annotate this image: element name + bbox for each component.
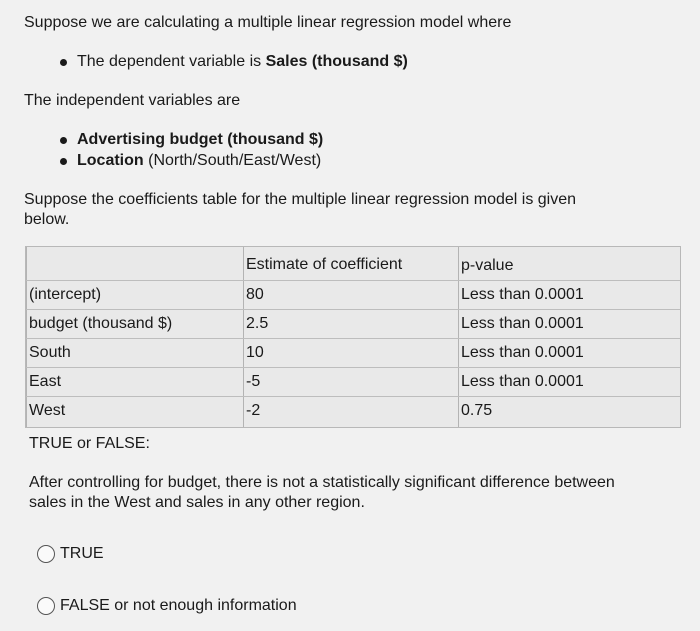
table-cell-pvalue: Less than 0.0001 [461,373,584,390]
independent-item [77,151,321,171]
option-label[interactable]: TRUE [60,545,104,562]
table-cell-pvalue: Less than 0.0001 [461,286,584,303]
table-header-pvalue: p-value [461,257,514,274]
independent-header: The independent variables are [24,92,241,109]
table-divider [458,247,459,427]
dependent-prefix: The dependent variable is [77,53,266,70]
question-line1: After controlling for budget, there is not a statistically significant difference between [29,474,615,491]
table-divider [26,309,680,310]
table-cell-term: budget (thousand $) [29,315,173,332]
table-cell-estimate: -2 [246,402,261,419]
coefficients-table [25,246,681,428]
table-divider [26,367,680,368]
intro-text: Suppose we are calculating a multiple linear regression model where [24,14,512,31]
dependent-variable-text [77,52,408,72]
radio-button[interactable] [37,597,55,615]
table-cell-term: West [29,402,66,419]
table-divider [26,280,680,281]
bullet-icon [60,59,67,66]
table-cell-estimate: -5 [246,373,261,390]
option-label[interactable]: FALSE or not enough information [60,597,297,614]
table-divider [26,338,680,339]
table-header-estimate: Estimate of coefficient [246,256,403,273]
independent-extra: (North/South/East/West) [143,152,322,169]
dependent-name: Sales (thousand $) [265,53,408,70]
table-divider [243,247,244,427]
table-divider [26,396,680,397]
table-intro-line1: Suppose the coefficients table for the multiple linear regression model is given [24,191,577,208]
question-line2: sales in the West and sales in any other region. [29,494,365,511]
table-cell-estimate: 10 [246,344,264,361]
table-cell-pvalue: 0.75 [461,402,493,419]
table-cell-term: East [29,373,62,390]
table-cell-term: (intercept) [29,286,102,303]
table-cell-term: South [29,344,71,361]
independent-name: Location [77,152,144,169]
table-cell-pvalue: Less than 0.0001 [461,344,584,361]
independent-name: Advertising budget (thousand $) [77,131,324,148]
table-divider [26,247,27,427]
question-type: TRUE or FALSE: [29,435,150,452]
table-cell-estimate: 2.5 [246,315,269,332]
table-intro-line2: below. [24,211,70,228]
bullet-icon [60,158,67,165]
radio-button[interactable] [37,545,55,563]
bullet-icon [60,137,67,144]
independent-item [77,130,323,150]
table-cell-pvalue: Less than 0.0001 [461,315,584,332]
table-cell-estimate: 80 [246,286,264,303]
